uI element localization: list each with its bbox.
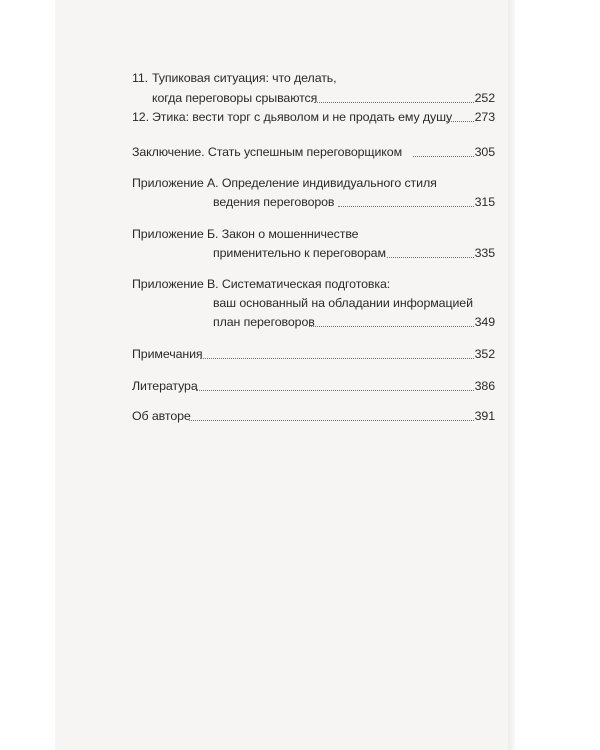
toc-entry-11-page: 252 xyxy=(474,91,495,105)
toc-appendix-c-title-line-2: ваш основанный на обладании информацией xyxy=(213,296,473,310)
toc-about-author-page: 391 xyxy=(474,409,495,423)
toc-about-author-leader xyxy=(189,420,474,421)
toc-bibliography-page: 386 xyxy=(474,379,495,393)
toc-appendix-c-title-line-1: Приложение В. Систематическая подготовка: xyxy=(132,277,391,291)
toc-entry-11-title-line-1: Тупиковая ситуация: что делать, xyxy=(152,71,337,85)
toc-appendix-b-page: 335 xyxy=(474,246,495,260)
toc-appendix-a-leader xyxy=(338,206,474,207)
toc-entry-11-title-line-2: когда переговоры срываются xyxy=(152,91,318,105)
toc-appendix-a-title-line-1: Приложение А. Определение индивидуального стиля xyxy=(132,176,437,190)
toc-conclusion-page: 305 xyxy=(474,145,495,159)
toc-entry-11-leader xyxy=(314,102,474,103)
toc-entry-11-number: 11. xyxy=(132,71,149,85)
toc-appendix-b-title-line-2: применительно к переговорам xyxy=(213,246,386,260)
toc-notes-title: Примечания xyxy=(132,347,203,361)
toc-entry-12-title: Этика: вести торг с дьяволом и не продать ему душу xyxy=(152,110,453,124)
toc-bibliography-title: Литература xyxy=(132,379,198,393)
toc-notes-leader xyxy=(200,358,474,359)
toc-about-author-title: Об авторе xyxy=(132,409,191,423)
toc-appendix-c-leader xyxy=(309,326,474,327)
toc-entry-12-number: 12. xyxy=(132,110,149,124)
toc-appendix-c-page: 349 xyxy=(474,315,495,329)
toc-appendix-a-page: 315 xyxy=(474,195,495,209)
toc-entry-12-page: 273 xyxy=(474,110,495,124)
toc-conclusion-title: Заключение. Стать успешным переговорщиком xyxy=(132,145,402,159)
toc-appendix-c-title-line-3: план переговоров xyxy=(213,315,315,329)
toc-notes-page: 352 xyxy=(474,347,495,361)
toc-appendix-a-title-line-2: ведения переговоров xyxy=(213,195,335,209)
toc-bibliography-leader xyxy=(196,390,474,391)
toc-appendix-b-title-line-1: Приложение Б. Закон о мошенничестве xyxy=(132,227,359,241)
